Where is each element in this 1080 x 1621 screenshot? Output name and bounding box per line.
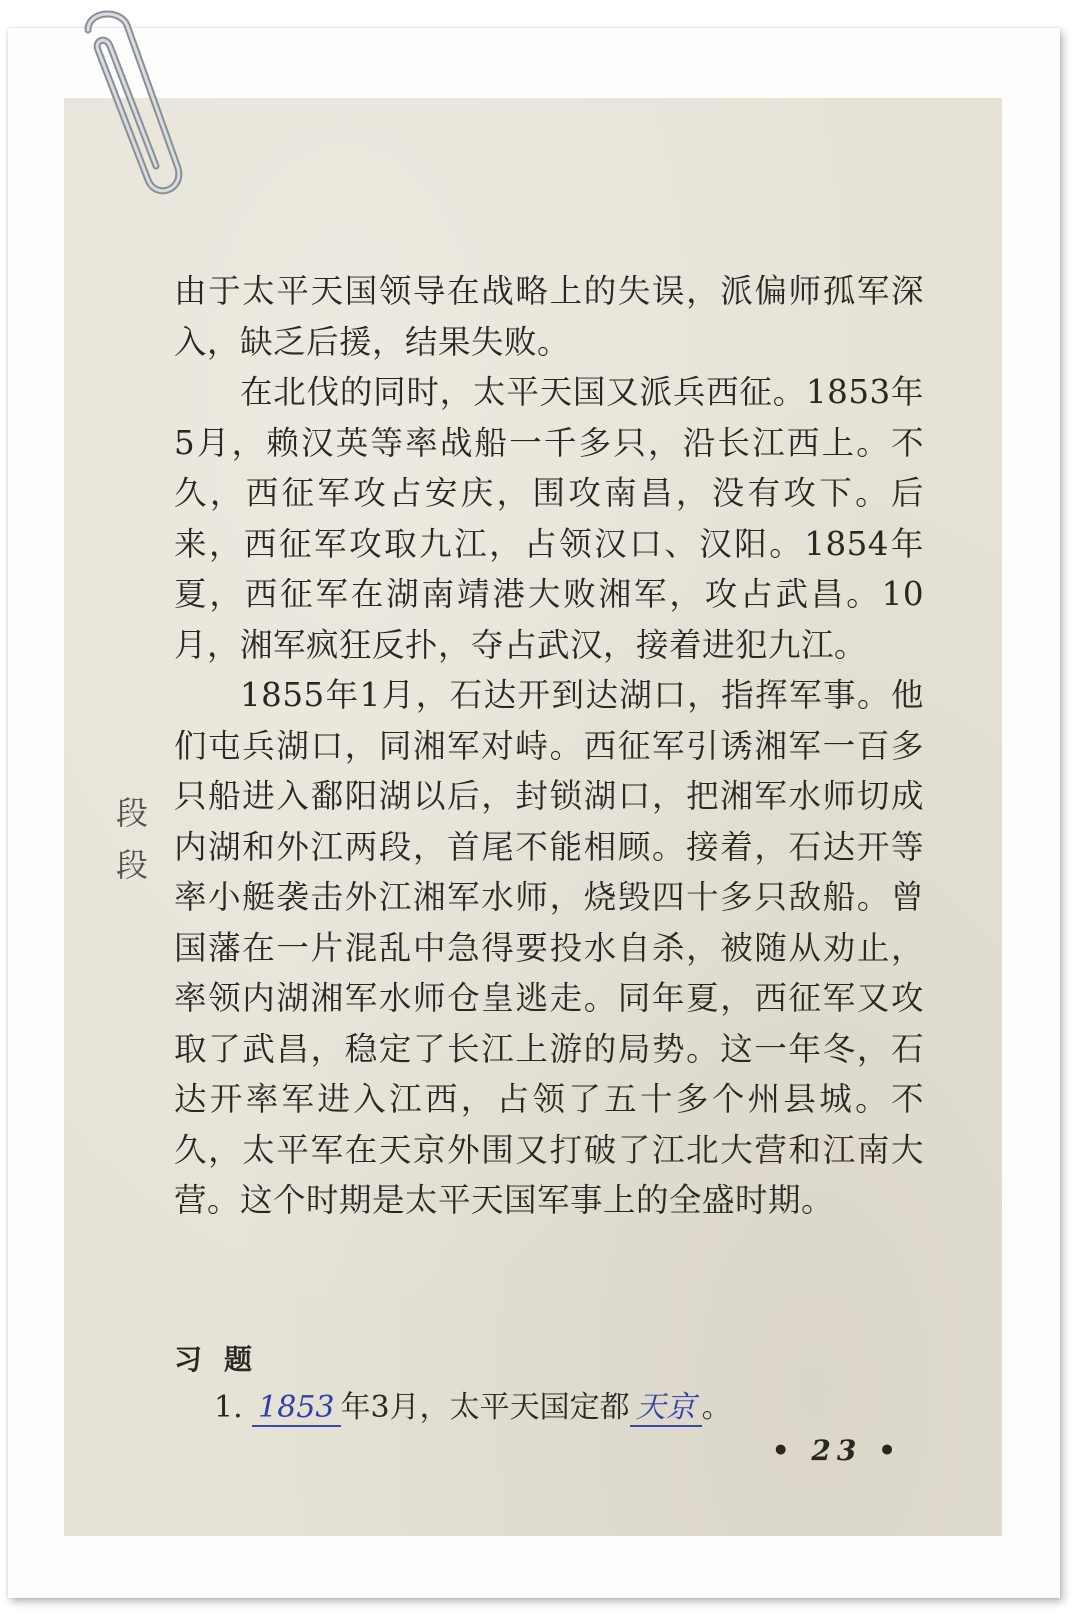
exercise-heading: 习题	[174, 1343, 275, 1376]
exercise-item	[214, 1382, 732, 1426]
exercise-text: 年3月，太平天国定都	[340, 1390, 630, 1425]
paperclip-icon	[28, 0, 198, 200]
book-page	[64, 98, 1002, 1536]
body-text	[174, 266, 924, 1226]
exercise-number: 1.	[214, 1390, 243, 1425]
handwritten-answer-year: 1853	[252, 1390, 340, 1427]
photo-frame	[8, 28, 1060, 1598]
margin-note: 段	[116, 846, 149, 884]
paragraph-1: 由于太平天国领导在战略上的失误，派偏师孤军深入，缺乏后援，结果失败。	[174, 272, 924, 361]
paragraph-3: 1855年1月，石达开到达湖口，指挥军事。他们屯兵湖口，同湘军对峙。西征军引诱湘军一百多只船进入鄱阳湖以后，封锁湖口，把湘军水师切成内湖和外江两段，首尾不能相顾。接着，石达开等率小艇袭击外江湘军水师，烧毁四十多只敌船。曾国藩在一片混乱中急得要投水自杀，被随从劝止，率领内湖湘军水师仓皇逃走。同年夏，西征军又攻取了武昌，稳定了长江上游的局势。这一年冬，石达开率军进入江西，占领了五十多个州县城。不久，太平军在天京外围又打破了江北大营和江南大营。这个时期是太平天国军事上的全盛时期。	[174, 676, 924, 1219]
exercise-text-end: 。	[701, 1390, 732, 1425]
page-number: • 23 •	[771, 1434, 902, 1467]
paragraph-2: 在北伐的同时，太平天国又派兵西征。1853年5月，赖汉英等率战船一千多只，沿长江西上。不久，西征军攻占安庆，围攻南昌，没有攻下。后来，西征军攻取九江，占领汉口、汉阳。1854年夏，西征军在湖南靖港大败湘军，攻占武昌。10月，湘军疯狂反扑，夺占武汉，接着进犯九江。	[174, 373, 924, 664]
handwritten-answer-capital: 天京	[630, 1390, 702, 1427]
margin-note: 段	[116, 794, 149, 832]
